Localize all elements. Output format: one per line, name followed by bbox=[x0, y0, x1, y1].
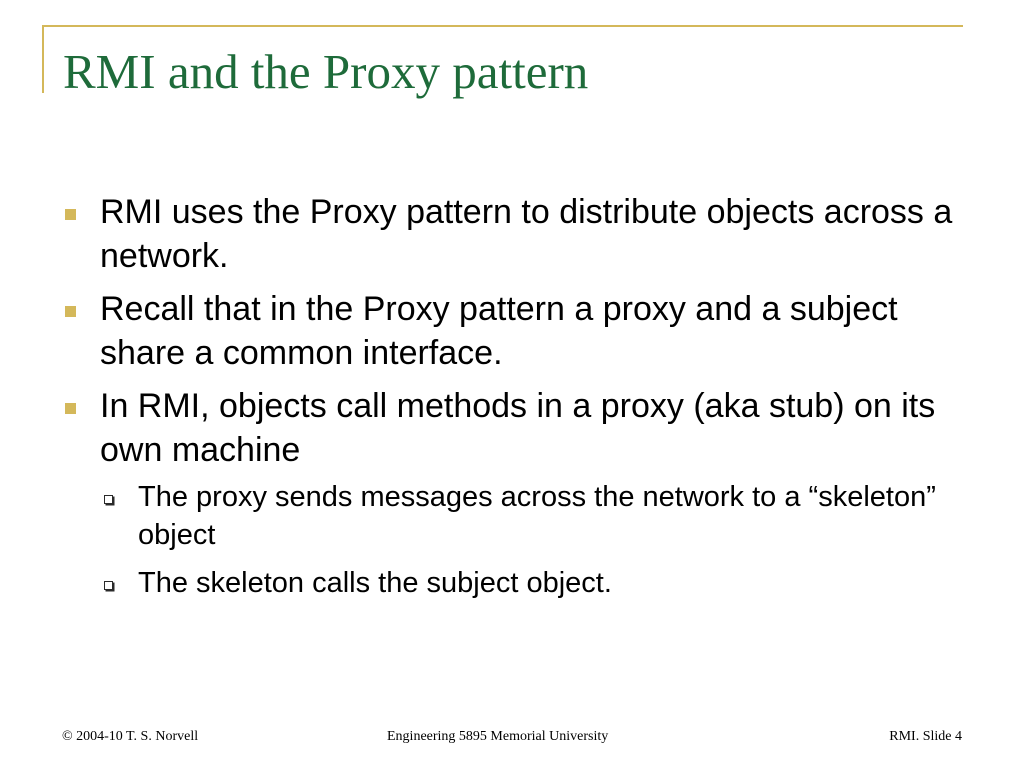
footer-course: Engineering 5895 Memorial University bbox=[387, 729, 609, 744]
sub-bullet-list bbox=[100, 478, 965, 602]
sub-bullet-text: The proxy sends messages across the network to a “skeleton” object bbox=[138, 481, 936, 551]
hollow-square-bullet-icon bbox=[104, 581, 113, 590]
bullet-item bbox=[60, 384, 965, 602]
footer-slide-number: RMI. Slide 4 bbox=[889, 729, 962, 744]
slide-title: RMI and the Proxy pattern bbox=[63, 44, 589, 99]
bullet-text: RMI uses the Proxy pattern to distribute objects across a network. bbox=[100, 193, 953, 275]
bullet-item bbox=[60, 287, 965, 375]
sub-bullet-item bbox=[100, 478, 965, 554]
sub-bullet-text: The skeleton calls the subject object. bbox=[138, 567, 612, 599]
bullet-item bbox=[60, 190, 965, 278]
square-bullet-icon bbox=[65, 306, 76, 317]
bullet-text: In RMI, objects call methods in a proxy (aka stub) on its own machine bbox=[100, 387, 936, 469]
footer-copyright: © 2004-10 T. S. Norvell bbox=[62, 729, 199, 744]
square-bullet-icon bbox=[65, 209, 76, 220]
hollow-square-bullet-icon bbox=[104, 495, 113, 504]
square-bullet-icon bbox=[65, 403, 76, 414]
title-frame-left-rule bbox=[42, 25, 44, 93]
bullet-list bbox=[60, 190, 965, 612]
title-frame-top-rule bbox=[42, 25, 963, 27]
sub-bullet-item bbox=[100, 564, 965, 602]
bullet-text: Recall that in the Proxy pattern a proxy and a subject share a common interface. bbox=[100, 290, 898, 372]
